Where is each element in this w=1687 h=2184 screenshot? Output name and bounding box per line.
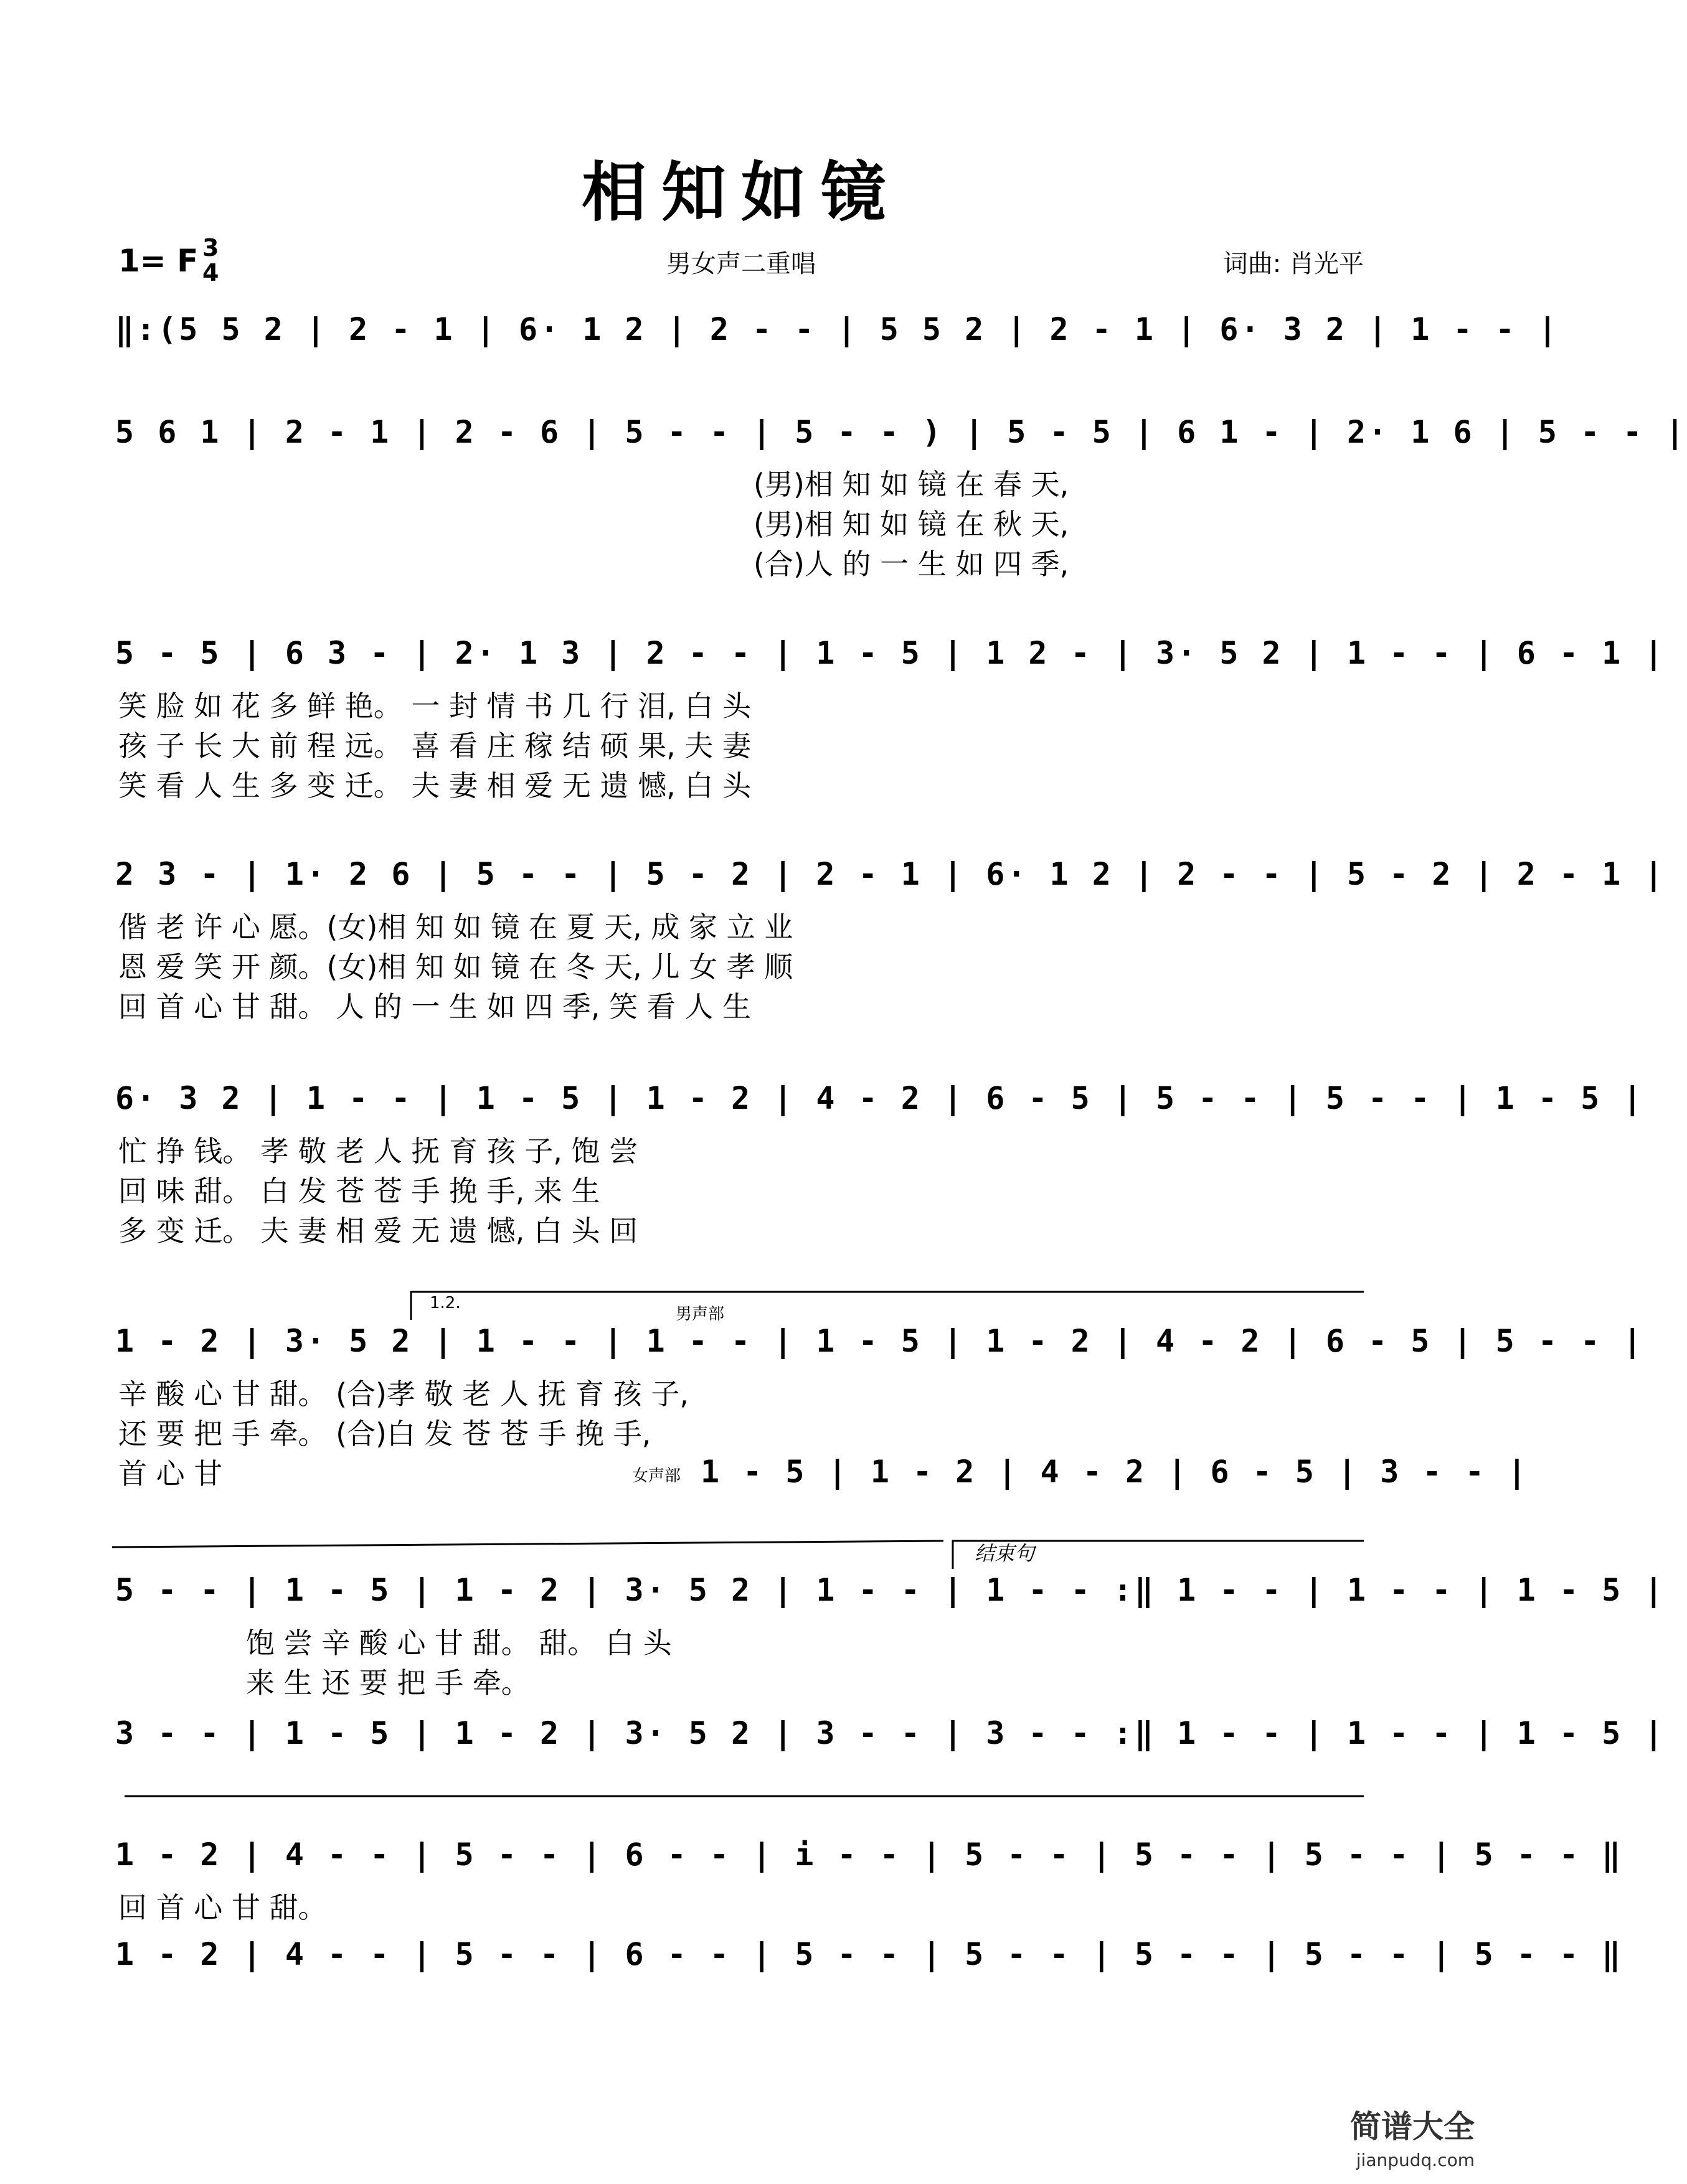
- system-8-notes: 1 - 2 | 4 - - | 5 - - | 6 - - | i - - | 5 - - | 5 - - | 5 - - | 5 - - ‖: [115, 1837, 1623, 1873]
- system-3-lyric-3: 笑 看 人 生 多 变 迁。 夫 妻 相 爱 无 遗 憾, 白 头: [118, 769, 751, 803]
- system-5-notes: 6· 3 2 | 1 - - | 1 - 5 | 1 - 2 | 4 - 2 | 6 - 5 | 5 - - | 5 - - | 1 - 5 |: [115, 1080, 1645, 1116]
- key-signature: 1= F: [118, 243, 199, 279]
- system-5-lyric-3: 多 变 迁。 夫 妻 相 爱 无 遗 憾, 白 头 回: [118, 1214, 638, 1248]
- page-title: 相知如镜: [581, 154, 900, 230]
- watermark-url: jianpudq.com: [1356, 2150, 1475, 2170]
- system-3-lyric-2: 孩 子 长 大 前 程 远。 喜 看 庄 稼 结 硕 果, 夫 妻: [118, 729, 751, 763]
- system-3-lyric-1: 笑 脸 如 花 多 鲜 艳。 一 封 情 书 几 行 泪, 白 头: [118, 689, 751, 723]
- female-part-label: 女声部: [632, 1467, 681, 1485]
- volta-bracket: [411, 1292, 1364, 1320]
- system-7-lyric-1: 饱 尝 辛 酸 心 甘 甜。 甜。 白 头: [246, 1626, 672, 1660]
- time-signature-top: 3: [202, 234, 219, 261]
- continuation-bracket: [112, 1541, 943, 1547]
- system-5-lyric-2: 回 味 甜。 白 发 苍 苍 手 挽 手, 来 生: [118, 1174, 600, 1208]
- system-3-notes: 5 - 5 | 6 3 - | 2· 1 3 | 2 - - | 1 - 5 | 1 2 - | 3· 5 2 | 1 - - | 6 - 1 |: [115, 635, 1666, 671]
- ending-bracket: [953, 1541, 1364, 1569]
- system-5-lyric-1: 忙 挣 钱。 孝 敬 老 人 抚 育 孩 子, 饱 尝: [118, 1134, 638, 1168]
- system-2-notes: 5 6 1 | 2 - 1 | 2 - 6 | 5 - - | 5 - - ) | 5 - 5 | 6 1 - | 2· 1 6 | 5 - - |: [115, 414, 1687, 450]
- system-7-notes: 5 - - | 1 - 5 | 1 - 2 | 3· 5 2 | 1 - - | 1 - - :‖ 1 - - | 1 - - | 1 - 5 |: [115, 1572, 1666, 1608]
- system-4-lyric-3: 回 首 心 甘 甜。 人 的 一 生 如 四 季, 笑 看 人 生: [118, 990, 751, 1024]
- system-1-notes: ‖:(5 5 2 | 2 - 1 | 6· 1 2 | 2 - - | 5 5 2 | 2 - 1 | 6· 3 2 | 1 - - |: [115, 311, 1559, 347]
- watermark-brand: 简谱大全: [1350, 2109, 1475, 2145]
- time-signature-bottom: 4: [202, 259, 219, 286]
- system-2-lyric-3: (合)人 的 一 生 如 四 季,: [754, 547, 1069, 581]
- ending-label: 结束句: [975, 1542, 1035, 1565]
- system-6-lyric-2: 还 要 把 手 牵。 (合)白 发 苍 苍 手 挽 手,: [118, 1417, 651, 1451]
- system-4-lyric-1: 偕 老 许 心 愿。(女)相 知 如 镜 在 夏 天, 成 家 立 业: [118, 910, 793, 944]
- male-part-label: 男声部: [676, 1305, 725, 1324]
- system-6-lyric-1: 辛 酸 心 甘 甜。 (合)孝 敬 老 人 抚 育 孩 子,: [118, 1377, 689, 1411]
- system-4-lyric-2: 恩 爱 笑 开 颜。(女)相 知 如 镜 在 冬 天, 儿 女 孝 顺: [118, 950, 793, 984]
- system-4-notes: 2 3 - | 1· 2 6 | 5 - - | 5 - 2 | 2 - 1 | 6· 1 2 | 2 - - | 5 - 2 | 2 - 1 |: [115, 856, 1666, 892]
- system-2-lyric-2: (男)相 知 如 镜 在 秋 天,: [754, 507, 1069, 541]
- system-8-lower-notes: 1 - 2 | 4 - - | 5 - - | 6 - - | 5 - - | 5 - - | 5 - - | 5 - - | 5 - - ‖: [115, 1936, 1623, 1972]
- subtitle: 男女声二重唱: [666, 250, 816, 278]
- composer-credit: 词曲: 肖光平: [1222, 250, 1364, 278]
- system-2-lyric-1: (男)相 知 如 镜 在 春 天,: [754, 468, 1069, 501]
- system-6-notes: 1 - 2 | 3· 5 2 | 1 - - | 1 - - | 1 - 5 | 1 - 2 | 4 - 2 | 6 - 5 | 5 - - |: [115, 1323, 1645, 1359]
- system-8-lyric-1: 回 首 心 甘 甜。: [118, 1891, 327, 1924]
- system-7-lower-notes: 3 - - | 1 - 5 | 1 - 2 | 3· 5 2 | 3 - - | 3 - - :‖ 1 - - | 1 - - | 1 - 5 |: [115, 1715, 1666, 1751]
- system-6-lyric-3: 首 心 甘: [118, 1457, 223, 1490]
- volta-label: 1.2.: [430, 1294, 461, 1312]
- system-7-lyric-2: 来 生 还 要 把 手 牵。: [246, 1666, 530, 1700]
- system-6-lower-notes: 1 - 5 | 1 - 2 | 4 - 2 | 6 - 5 | 3 - - |: [701, 1454, 1529, 1490]
